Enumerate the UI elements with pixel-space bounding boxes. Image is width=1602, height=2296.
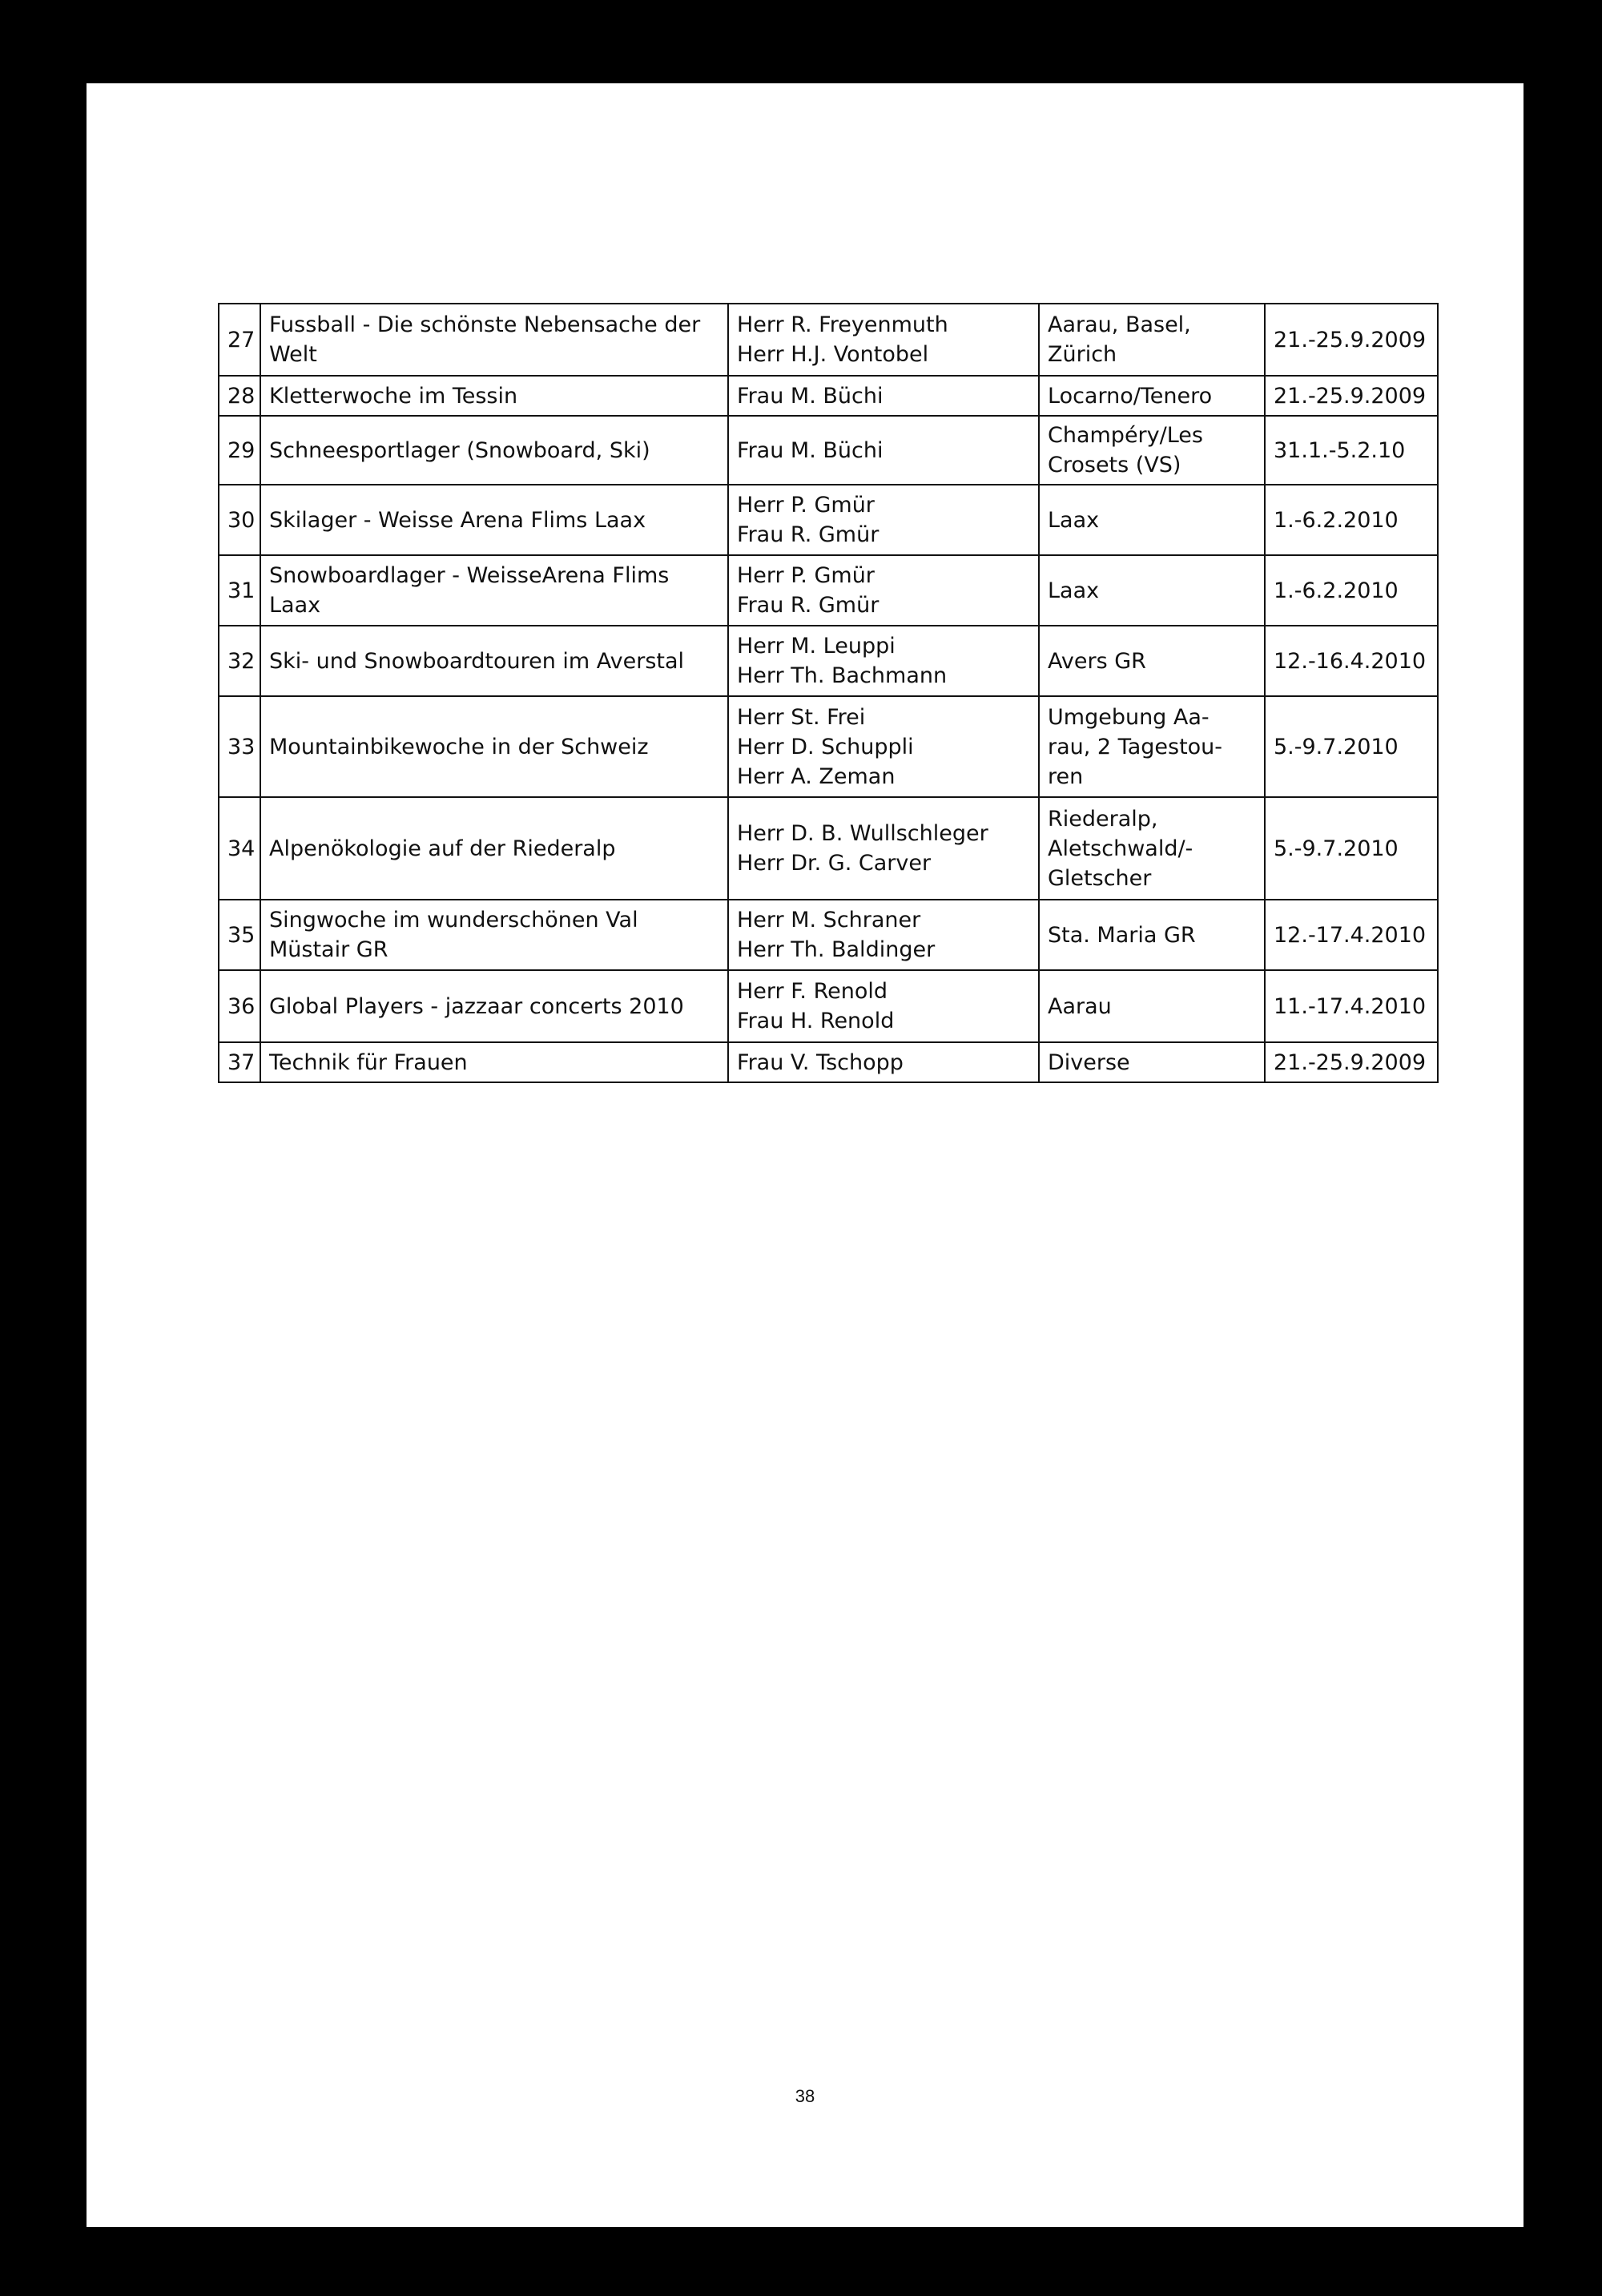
course-title: Fussball - Die schönste Nebensache der Welt [260,304,728,376]
table-row [219,376,1438,416]
course-leaders: Frau M. Büchi [728,376,1039,416]
course-location: Locarno/Tenero [1039,376,1265,416]
table-row [219,900,1438,970]
page-number: 38 [795,2086,815,2106]
course-number: 37 [219,1042,260,1082]
course-title: Skilager - Weisse Arena Flims Laax [260,485,728,555]
course-date: 21.-25.9.2009 [1265,376,1438,416]
course-number: 34 [219,797,260,900]
course-leaders: Herr F. Renold Frau H. Renold [728,970,1039,1042]
course-number: 33 [219,696,260,797]
course-date: 21.-25.9.2009 [1265,304,1438,376]
course-leaders: Herr P. Gmür Frau R. Gmür [728,555,1039,626]
course-number: 28 [219,376,260,416]
course-number: 27 [219,304,260,376]
course-location: Diverse [1039,1042,1265,1082]
table-row [219,416,1438,485]
course-date: 1.-6.2.2010 [1265,485,1438,555]
course-leaders: Herr P. Gmür Frau R. Gmür [728,485,1039,555]
table-row [219,304,1438,376]
course-title: Schneesportlager (Snowboard, Ski) [260,416,728,485]
course-date: 31.1.-5.2.10 [1265,416,1438,485]
course-date: 11.-17.4.2010 [1265,970,1438,1042]
course-date: 12.-17.4.2010 [1265,900,1438,970]
course-date: 5.-9.7.2010 [1265,696,1438,797]
course-leaders: Herr R. Freyenmuth Herr H.J. Vontobel [728,304,1039,376]
table-row [219,797,1438,900]
course-leaders: Herr D. B. Wullschleger Herr Dr. G. Carver [728,797,1039,900]
course-date: 21.-25.9.2009 [1265,1042,1438,1082]
table-row [219,485,1438,555]
course-location: Laax [1039,555,1265,626]
course-location: Aarau [1039,970,1265,1042]
course-title: Snowboardlager - WeisseArena Flims Laax [260,555,728,626]
course-number: 29 [219,416,260,485]
course-title: Technik für Frauen [260,1042,728,1082]
course-title: Kletterwoche im Tessin [260,376,728,416]
course-number: 31 [219,555,260,626]
course-title: Global Players - jazzaar concerts 2010 [260,970,728,1042]
course-date: 12.-16.4.2010 [1265,626,1438,696]
course-number: 35 [219,900,260,970]
course-leaders: Frau V. Tschopp [728,1042,1039,1082]
course-leaders: Frau M. Büchi [728,416,1039,485]
table-row [219,555,1438,626]
course-date: 1.-6.2.2010 [1265,555,1438,626]
course-number: 36 [219,970,260,1042]
course-location: Laax [1039,485,1265,555]
course-location: Umgebung Aa- rau, 2 Tagestou- ren [1039,696,1265,797]
course-leaders: Herr M. Schraner Herr Th. Baldinger [728,900,1039,970]
course-location: Champéry/Les Crosets (VS) [1039,416,1265,485]
table-row [219,696,1438,797]
course-location: Avers GR [1039,626,1265,696]
course-date: 5.-9.7.2010 [1265,797,1438,900]
course-leaders: Herr St. Frei Herr D. Schuppli Herr A. Zeman [728,696,1039,797]
table-row [219,970,1438,1042]
course-location: Sta. Maria GR [1039,900,1265,970]
document-page [87,83,1524,2227]
table-row [219,626,1438,696]
course-title: Singwoche im wunderschönen Val Müstair GR [260,900,728,970]
table-row [219,1042,1438,1082]
course-number: 32 [219,626,260,696]
course-table [218,303,1439,1083]
course-number: 30 [219,485,260,555]
course-title: Ski- und Snowboardtouren im Averstal [260,626,728,696]
course-location: Aarau, Basel, Zürich [1039,304,1265,376]
course-leaders: Herr M. Leuppi Herr Th. Bachmann [728,626,1039,696]
course-title: Alpenökologie auf der Riederalp [260,797,728,900]
course-title: Mountainbikewoche in der Schweiz [260,696,728,797]
course-location: Riederalp, Aletschwald/- Gletscher [1039,797,1265,900]
